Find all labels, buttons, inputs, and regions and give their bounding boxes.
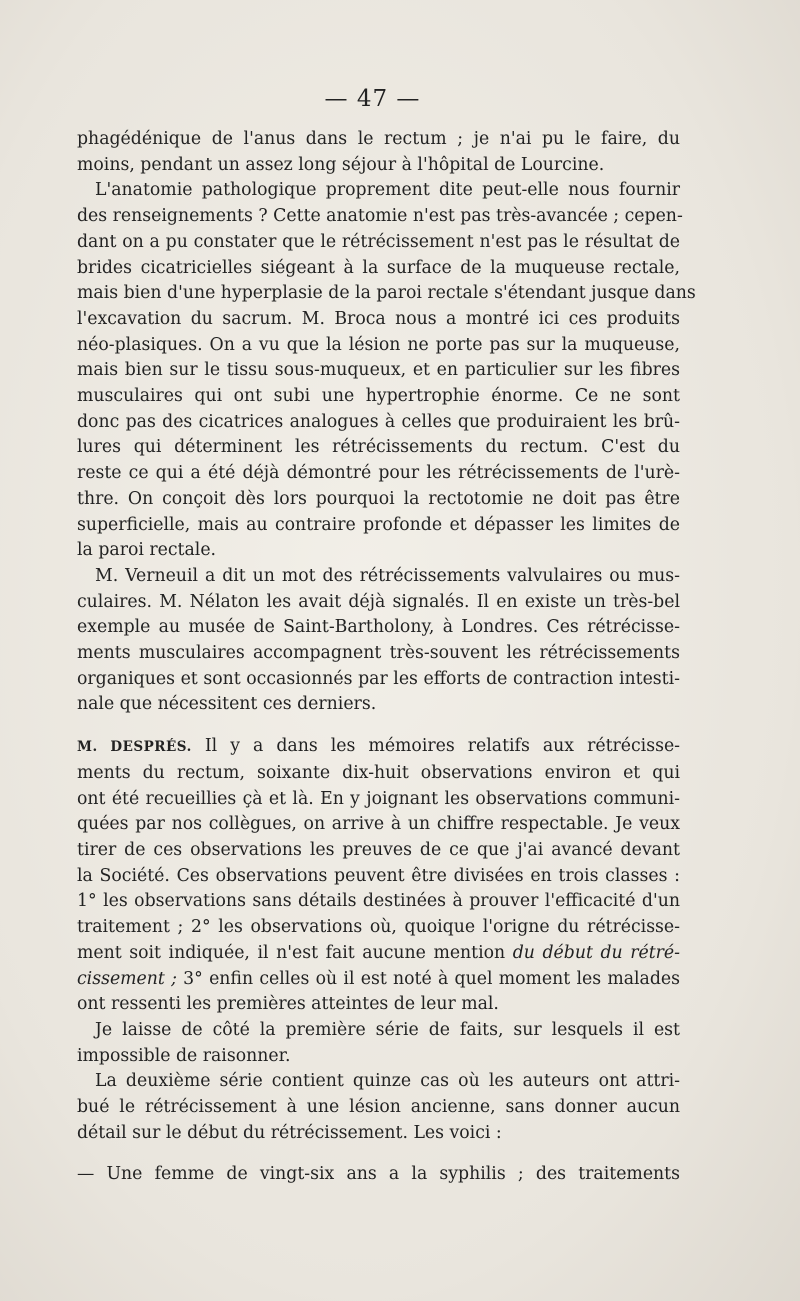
text-line: impossible de raisonner. [77, 1045, 291, 1066]
text-line: culaires. M. Nélaton les avait déjà signalés. Il en existe un très-bel [77, 591, 680, 612]
text-line: brides cicatricielles siégeant à la surface de la muqueuse rectale, [77, 257, 680, 278]
text-line: ont ressenti les premières atteintes de leur mal. [77, 994, 499, 1015]
text-line: lures qui déterminent les rétrécissements du rectum. C'est du [77, 437, 680, 458]
text-line: ont été recueillies çà et là. En y joignant les observations communi- [77, 788, 680, 809]
text-line: thre. On conçoit dès lors pourquoi la rectotomie ne doit pas être [77, 488, 680, 509]
text-line: phagédénique de l'anus dans le rectum ; je n'ai pu le faire, du [77, 129, 680, 149]
text-line: exemple au musée de Saint-Bartholony, à Londres. Ces rétrécisse- [77, 617, 680, 638]
text-line: traitement ; 2° les observations où, quoique l'origne du rétrécisse- [77, 917, 680, 938]
text-line: M. DESPRÉS. Il y a dans les mémoires relatifs aux rétrécisse- [77, 736, 681, 757]
paragraph-gap [77, 718, 680, 734]
text-line: détail sur le début du rétrécissement. Les voici : [77, 1122, 502, 1143]
text-line: néo-plasiques. On a vu que la lésion ne porte pas sur la muqueuse, [77, 334, 680, 355]
text-line: tirer de ces observations les preuves de ce que j'ai avancé devant [77, 839, 680, 860]
text-line: reste ce qui a été déjà démontré pour les rétrécissements de l'urè- [77, 463, 680, 484]
text-line: — Une femme de vingt-six ans a la syphilis ; des traitements [77, 1164, 680, 1185]
text-line: ments du rectum, soixante dix-huit observations environ et qui [77, 762, 680, 783]
text-line: dant on a pu constater que le rétrécissement n'est pas le résultat de [77, 231, 680, 252]
text-line: la Société. Ces observations peuvent être divisées en trois classes : [77, 865, 680, 886]
text-line: l'excavation du sacrum. M. Broca nous a montré ici ces produits [77, 308, 680, 329]
text-line: M. Verneuil a dit un mot des rétrécissements valvulaires ou mus- [95, 565, 680, 586]
paragraph-gap [77, 1146, 680, 1162]
text-line: bué le rétrécissement à une lésion ancienne, sans donner aucun [77, 1097, 680, 1118]
text-line: cissement ; 3° enfin celles où il est noté à quel moment les malades [77, 968, 680, 989]
text-line: L'anatomie pathologique proprement dite peut-elle nous fournir [95, 180, 680, 201]
body-text [77, 127, 696, 1188]
text-line: donc pas des cicatrices analogues à celles que produiraient les brû- [77, 411, 680, 432]
text-line: ment soit indiquée, il n'est fait aucune mention du début du rétré- [77, 942, 680, 963]
text-line: ments musculaires accompagnent très-souvent les rétrécissements [77, 643, 680, 664]
text-line: la paroi rectale. [77, 540, 217, 561]
text-line: nale que nécessitent ces derniers. [77, 694, 377, 715]
text-line: mais bien d'une hyperplasie de la paroi rectale s'étendant jusque dans [77, 283, 696, 304]
page-number: — 47 — [324, 86, 421, 112]
text-line: musculaires qui ont subi une hypertrophie énorme. Ce ne sont [77, 386, 680, 407]
text-line: mais bien sur le tissu sous-muqueux, et en particulier sur les fibres [77, 360, 680, 381]
text-line: moins, pendant un assez long séjour à l'hôpital de Lourcine. [77, 154, 605, 175]
text-line: Je laisse de côté la première série de faits, sur lesquels il est [95, 1019, 680, 1040]
text-line: quées par nos collègues, on arrive à un chiffre respectable. Je veux [77, 814, 680, 835]
text-line: organiques et sont occasionnés par les efforts de contraction intesti- [77, 668, 680, 689]
text-line: superficielle, mais au contraire profonde et dépasser les limites de [77, 514, 680, 535]
text-line: 1° les observations sans détails destinées à prouver l'efficacité d'un [77, 891, 680, 912]
text-line: La deuxième série contient quinze cas où les auteurs ont attri- [95, 1071, 680, 1092]
text-line: des renseignements ? Cette anatomie n'est pas très-avancée ; cepen- [77, 206, 683, 227]
